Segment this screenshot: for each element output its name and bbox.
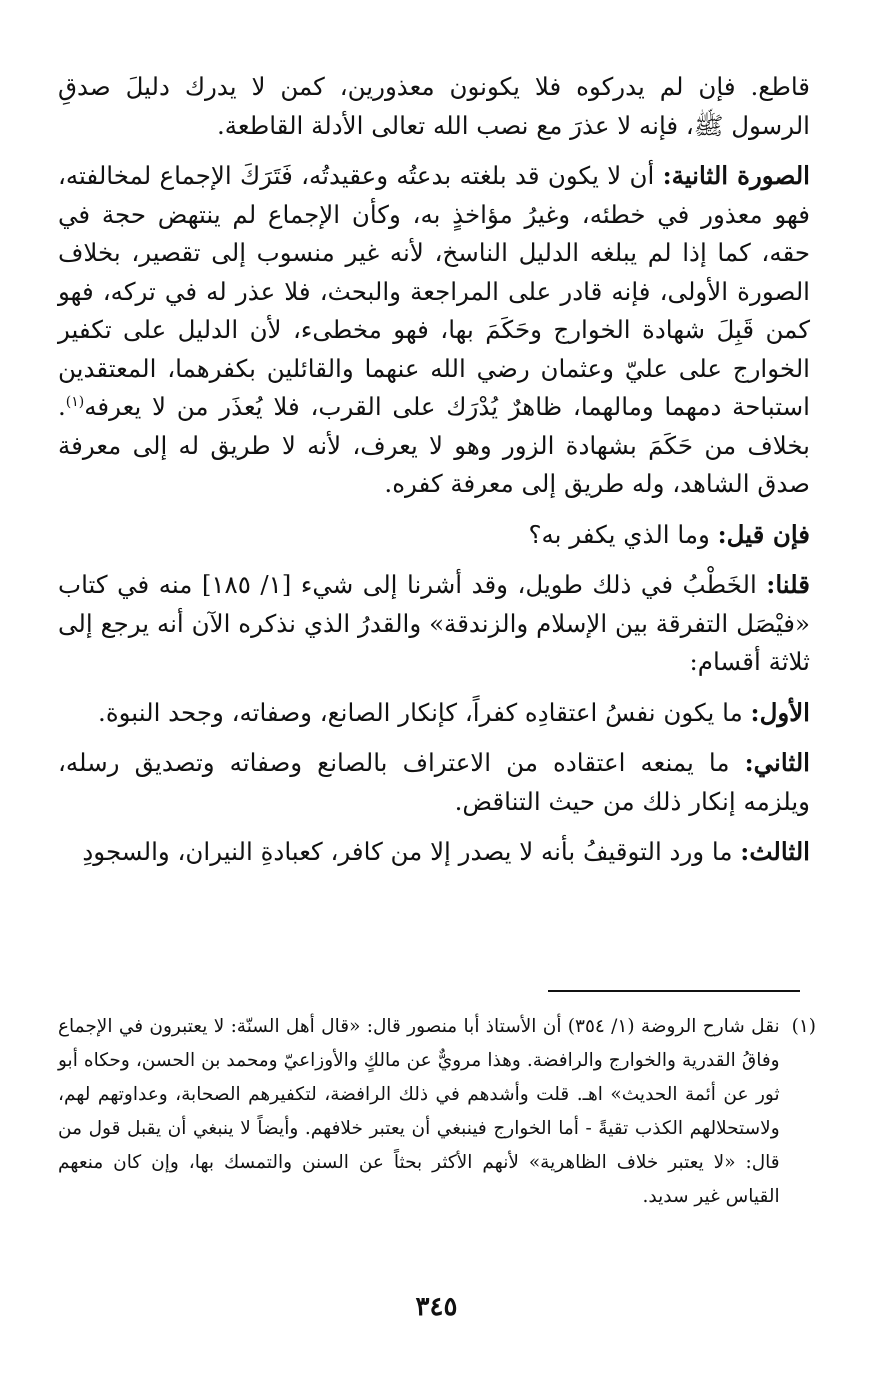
paragraph-6: [58, 744, 810, 821]
question-lead: فإن قيل:: [717, 519, 810, 549]
footnote: [58, 1010, 816, 1214]
paragraph-7-text: ما ورد التوقيفُ بأنه لا يصدر إلا من كافر، كعبادةِ النيران، والسجودِ: [82, 837, 741, 866]
paragraph-2: [58, 157, 810, 504]
paragraph-4-text: الخَطْبُ في ذلك طويل، وقد أشرنا إلى شيء [١/ ١٨٥] منه في كتاب «فيْصَل التفرقة بين الإسلام والزندقة» والقدرُ الذي نذكره الآن أنه يرجع إلى ثلاثة أقسام:: [58, 570, 810, 676]
page-number: ٣٤٥: [415, 1292, 458, 1322]
answer-lead: قلنا:: [766, 570, 811, 599]
footnote-divider: [548, 990, 800, 992]
main-text: [58, 68, 810, 872]
footnote-text: نقل شارح الروضة (١/ ٣٥٤) أن الأستاذ أبا منصور قال: «قال أهل السنّة: لا يعتبرون في الإجماع وفاقُ القدرية والخوارج والرافضة. وهذا مرويٌّ عن مالكٍ والأوزاعيّ ومحمد بن الحسن، وحكاه أبو ثور عن أئمة الحديث» اهـ. قلت وأشدهم في ذلك الرافضة، لتكفيرهم الصحابة، وعداوتهم لهم، ولاستحلالهم الكذب تقيةً - أما الخوارج فينبغي أن يعتبر خلافهم. وأيضاً لا ينبغي أن يقبل قول من قال: «لا يعتبر خلاف الظاهرية» لأنهم الأكثر بحثاً عن السنن والتمسك بها، وإن كان منعهم القياس غير سديد.: [58, 1016, 780, 1207]
footnote-number: (١): [791, 1016, 816, 1037]
paragraph-1: [58, 68, 810, 145]
paragraph-4: [58, 566, 810, 682]
paragraph-5-text: ما يكون نفسُ اعتقادِه كفراً، كإنكار الصانع، وصفاته، وجحد النبوة.: [98, 697, 751, 727]
second-category-lead: الثاني:: [744, 748, 810, 777]
paragraph-3-text: وما الذي يكفر به؟: [528, 519, 718, 549]
first-category-lead: الأول:: [750, 697, 810, 727]
paragraph-5: [58, 694, 810, 733]
paragraph-3: [58, 516, 810, 555]
footnote-reference[interactable]: (١): [65, 393, 85, 410]
paragraph-7: [58, 833, 810, 872]
paragraph-6-text: ما يمنعه اعتقاده من الاعتراف بالصانع وصفاته وتصديق رسله، ويلزمه إنكار ذلك من حيث التناقض.: [58, 748, 810, 816]
section-heading-second-form: الصورة الثانية:: [662, 161, 810, 190]
paragraph-2-text: أن لا يكون قد بلغته بدعتُه وعقيدتُه، فَتَرَكَ الإجماع لمخالفته، فهو معذور في خطئه، وغيرُ مؤاخذٍ به، وكأن الإجماع لم ينتهض حجة في حقه، كما إذا لم يبلغه الدليل الناسخ، لأنه غير منسوب إلى تقصير، بخلاف الصورة الأولى، فإنه قادر على المراجعة والبحث، فلا عذر له في تركه، فهو كمن قَبِلَ شهادة الخوارج وحَكَمَ بها، فهو مخطىء، لأن الدليل على تكفير الخوارج على عليّ وعثمان رضي الله عنهما والقائلين بكفرهما، المعتقدين استباحة دمهما ومالهما، ظاهرٌ يُدْرَك على القرب، فلا يُعذَر من لا يعرفه: [58, 161, 810, 421]
paragraph-1-text: قاطع. فإن لم يدركوه فلا يكونون معذورين، كمن لا يدرك دليلَ صدقِ الرسول ﷺ، فإنه لا عذرَ مع نصب الله تعالى الأدلة القاطعة.: [58, 72, 810, 140]
paragraph-2-text-continued: . بخلاف من حَكَمَ بشهادة الزور وهو لا يعرف، لأنه لا طريق له إلى معرفة صدق الشاهد، وله طريق إلى معرفة كفره.: [58, 392, 810, 498]
third-category-lead: الثالث:: [740, 837, 810, 866]
